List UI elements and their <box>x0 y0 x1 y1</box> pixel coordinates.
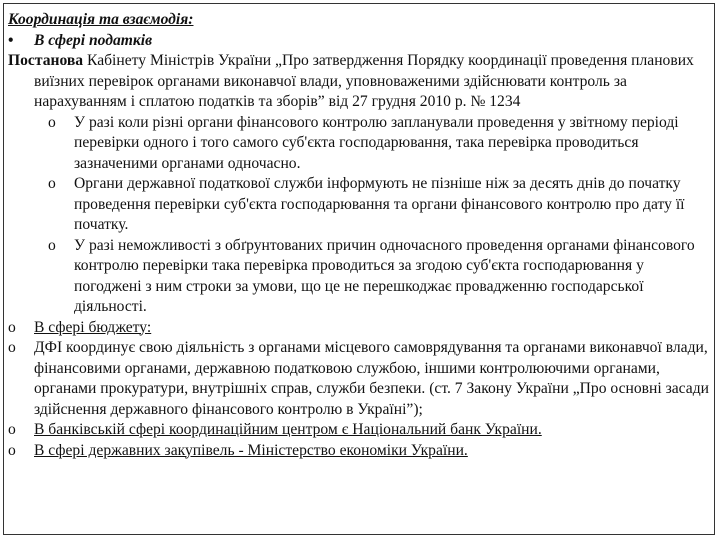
outer-item-text: ДФІ координує свою діяльність з органами місцевого самоврядування та органами виконавчої влади, фінансовими органами, державною податковою службою, іншими контролюючими органами, органами прокуратури, внутрішніх справ, служби безпеки. (ст. 7 Закону України „Про основні засади здійснення державного фінансового контролю в Україні”); <box>34 339 709 418</box>
sub-item-text: У разі неможливості з обґрунтованих причин одночасного проведення органами фінансового контролю перевірки така перевірка проводиться за згодою суб'єкта господарювання у погоджені з ним строки за умови, що це не перешкоджає провадженню господарської діяльності. <box>74 236 695 315</box>
bullet-taxes-label: В сфері податків <box>34 31 153 49</box>
document-body <box>8 10 712 461</box>
outer-item-dfi <box>8 338 712 420</box>
sub-item <box>8 174 712 236</box>
outer-item-budget <box>8 318 712 339</box>
outer-item-mark: o <box>8 339 16 356</box>
outer-item-text: В банківській сфері координаційним центром є Національний банк України. <box>34 421 542 438</box>
section-title: Координація та взаємодія: <box>8 11 194 28</box>
resolution-lead: Постанова <box>8 52 84 69</box>
outer-item-banking <box>8 420 712 441</box>
outer-item-mark: o <box>8 421 16 438</box>
sub-item <box>8 236 712 318</box>
outer-item-text: В сфері бюджету: <box>34 318 152 336</box>
outer-item-mark: o <box>8 318 16 336</box>
resolution-paragraph <box>8 51 712 113</box>
sub-item-mark: o <box>48 113 56 131</box>
sub-item <box>8 113 712 175</box>
bullet-taxes <box>8 31 712 52</box>
sub-item-text: У разі коли різні органи фінансового контролю запланували проведення у звітному періоді перевірки одного і того самого суб'єкта господарювання, така перевірка проводиться зазначеними органами одночасно. <box>74 113 679 172</box>
outer-item-procurement <box>8 441 712 462</box>
outer-item-mark: o <box>8 441 16 459</box>
resolution-text: Кабінету Міністрів України „Про затвердження Порядку координації проведення планових виїзних перевірок органами виконавчої влади, уповноваженими здійснювати контроль за нарахуванням і сплатою податків та зборів” від 27 грудня 2010 р. № 1234 <box>34 52 694 110</box>
sub-item-text: Органи державної податкової служби інформують не пізніше ніж за десять днів до початку проведення перевірки суб'єкта господарювання та органи фінансового контролю про дату її початку. <box>74 175 685 233</box>
bullet-mark: • <box>8 31 14 49</box>
sub-item-mark: o <box>48 236 56 254</box>
outer-item-text: В сфері державних закупівель - Міністерство економіки України. <box>34 441 468 459</box>
sub-item-mark: o <box>48 175 56 192</box>
